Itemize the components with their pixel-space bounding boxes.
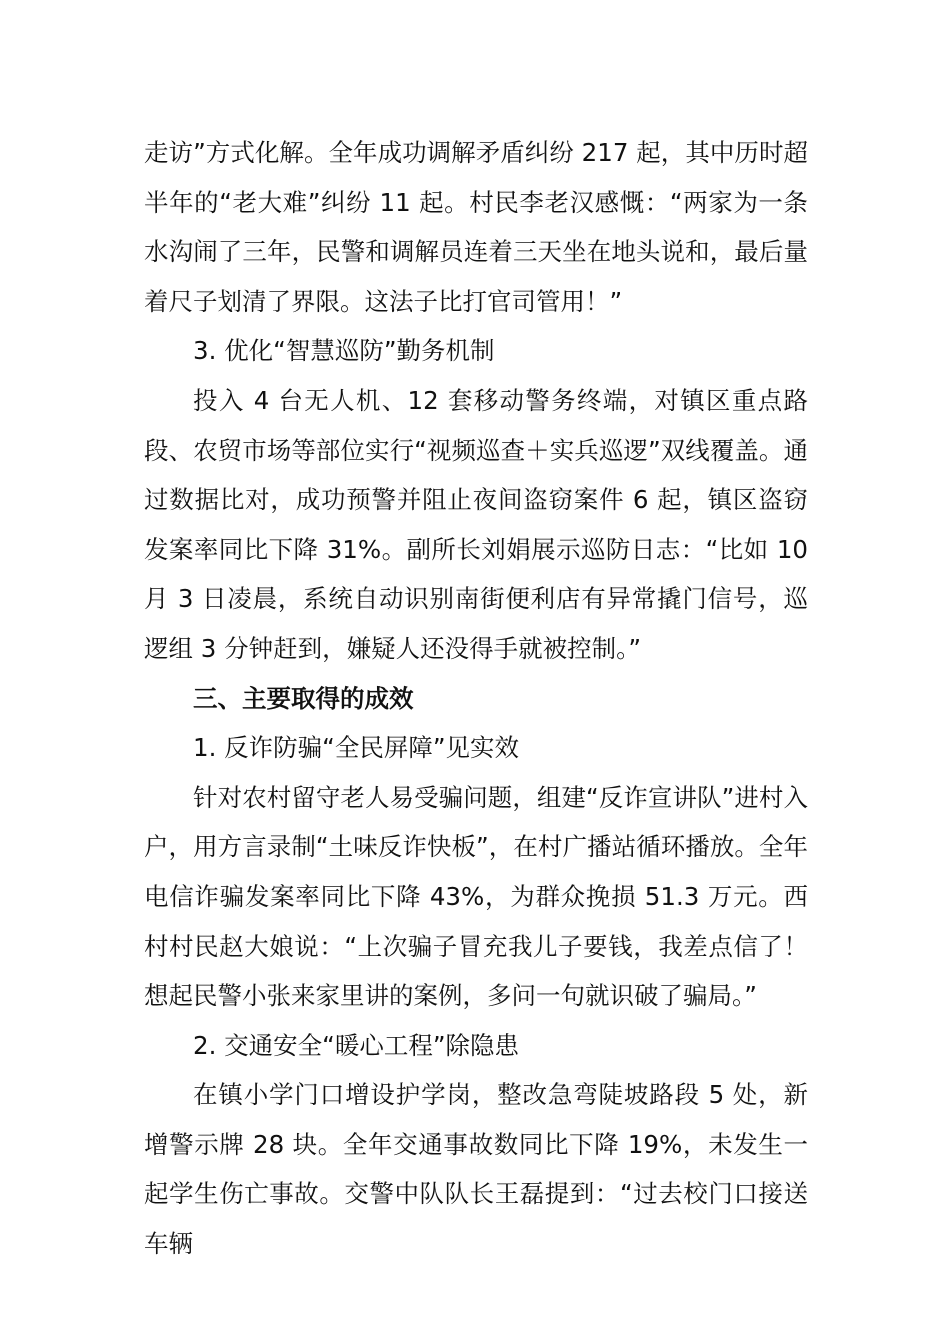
paragraph-mediation-results: 走访”方式化解。全年成功调解矛盾纠纷 217 起，其中历时超半年的“老大难”纠纷 11 起。村民李老汉感慨：“两家为一条水沟闹了三年，民警和调解员连着三天坐在地头说和，最后量着尺子划清了界限。这法子比打官司管用！” xyxy=(144,138,808,316)
subheading-anti-fraud: 1. 反诈防骗“全民屏障”见实效 xyxy=(193,733,520,763)
subheading-traffic-safety: 2. 交通安全“暖心工程”除隐患 xyxy=(193,1030,520,1060)
paragraph-smart-patrol: 投入 4 台无人机、12 套移动警务终端，对镇区重点路段、农贸市场等部位实行“视频巡查＋实兵巡逻”双线覆盖。通过数据比对，成功预警并阻止夜间盗窃案件 6 起，镇区盗窃发案率同比下降 31%。副所长刘娟展示巡防日志：“比如 10 月 3 日凌晨，系统自动识别南街便利店有异常撬门信号，巡逻组 3 分钟赶到，嫌疑人还没得手就被控制。” xyxy=(144,385,808,663)
document-body xyxy=(144,128,808,1269)
paragraph-traffic-safety: 在镇小学门口增设护学岗，整改急弯陡坡路段 5 处，新增警示牌 28 块。全年交通事故数同比下降 19%，未发生一起学生伤亡事故。交警中队队长王磊提到：“过去校门口接送车辆 xyxy=(144,1080,808,1259)
paragraph-anti-fraud: 针对农村留守老人易受骗问题，组建“反诈宣讲队”进村入户，用方言录制“土味反诈快板”，在村广播站循环播放。全年电信诈骗发案率同比下降 43%，为群众挽损 51.3 万元。西村村民赵大娘说：“上次骗子冒充我儿子要钱，我差点信了！想起民警小张来家里讲的案例，多问一句就识破了骗局。” xyxy=(144,782,808,1011)
section-heading-achievements: 三、主要取得的成效 xyxy=(193,683,414,713)
subheading-smart-patrol: 3. 优化“智慧巡防”勤务机制 xyxy=(193,336,495,366)
